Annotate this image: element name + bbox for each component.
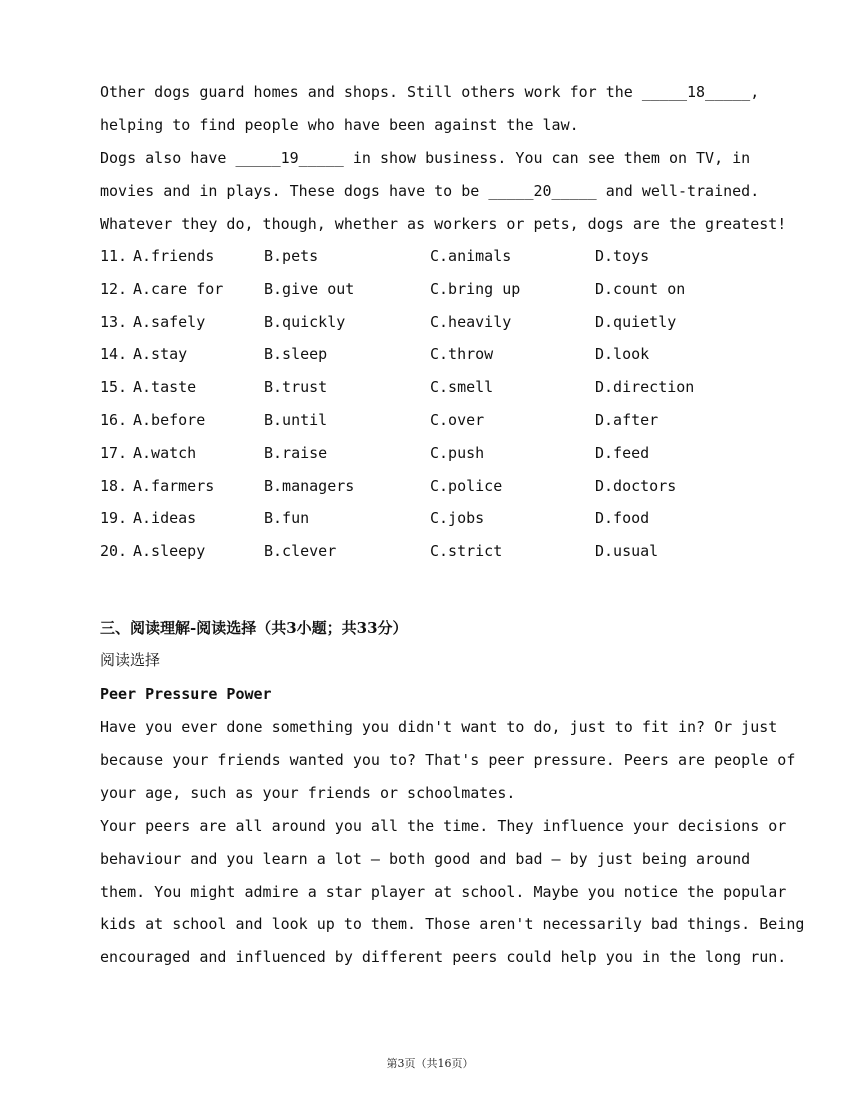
option-b: B.quickly bbox=[264, 312, 346, 331]
option-d: D.doctors bbox=[595, 476, 677, 495]
option-row bbox=[100, 443, 800, 463]
passage-line: movies and in plays. These dogs have to be _____20_____ and well-trained. bbox=[100, 182, 760, 200]
reading-line: encouraged and influenced by different peers could help you in the long run. bbox=[100, 948, 787, 966]
option-d: D.quietly bbox=[595, 312, 677, 331]
passage-line: helping to find people who have been against the law. bbox=[100, 116, 579, 134]
question-number: 11. bbox=[100, 247, 128, 265]
option-d: D.count on bbox=[595, 279, 686, 298]
option-c: C.throw bbox=[430, 345, 494, 364]
question-number: 17. bbox=[100, 443, 128, 462]
reading-title: Peer Pressure Power bbox=[100, 685, 272, 703]
option-c: C.over bbox=[430, 411, 485, 429]
option-a: A.stay bbox=[133, 345, 188, 364]
reading-line: Your peers are all around you all the time. They influence your decisions or bbox=[100, 817, 787, 835]
option-a: A.watch bbox=[133, 443, 197, 462]
option-b: B.sleep bbox=[264, 345, 328, 364]
question-number: 18. bbox=[100, 476, 128, 495]
option-b: B.clever bbox=[264, 542, 337, 561]
option-c: C.strict bbox=[430, 542, 503, 561]
option-a: A.friends bbox=[133, 247, 215, 265]
option-c: C.heavily bbox=[430, 312, 512, 331]
option-row bbox=[100, 279, 800, 299]
option-a: A.taste bbox=[133, 378, 197, 397]
section-heading: 三、阅读理解-阅读选择（共3小题；共33分） bbox=[100, 619, 408, 637]
option-row bbox=[100, 541, 800, 561]
question-number: 16. bbox=[100, 411, 128, 429]
question-number: 14. bbox=[100, 345, 128, 364]
option-d: D.look bbox=[595, 345, 650, 364]
option-c: C.bring up bbox=[430, 279, 521, 298]
question-number: 20. bbox=[100, 542, 128, 561]
option-b: B.trust bbox=[264, 378, 328, 397]
option-row bbox=[100, 476, 800, 496]
option-a: A.care for bbox=[133, 279, 224, 298]
reading-line: Have you ever done something you didn't want to do, just to fit in? Or just bbox=[100, 718, 778, 736]
option-row bbox=[100, 508, 800, 528]
option-a: A.ideas bbox=[133, 509, 197, 528]
option-b: B.fun bbox=[264, 509, 310, 528]
question-number: 15. bbox=[100, 378, 128, 397]
option-b: B.pets bbox=[264, 247, 319, 265]
option-b: B.until bbox=[264, 411, 328, 429]
reading-line: kids at school and look up to them. Those aren't necessarily bad things. Being bbox=[100, 915, 805, 933]
question-number: 13. bbox=[100, 312, 128, 331]
reading-line: because your friends wanted you to? That's peer pressure. Peers are people of bbox=[100, 751, 796, 769]
option-a: A.farmers bbox=[133, 476, 215, 495]
option-b: B.managers bbox=[264, 476, 355, 495]
option-a: A.sleepy bbox=[133, 542, 206, 561]
option-row bbox=[100, 410, 800, 430]
option-row bbox=[100, 246, 800, 266]
option-b: B.raise bbox=[264, 443, 328, 462]
option-d: D.toys bbox=[595, 247, 650, 265]
option-row bbox=[100, 377, 800, 397]
option-row bbox=[100, 344, 800, 364]
option-c: C.jobs bbox=[430, 509, 485, 528]
option-d: D.after bbox=[595, 411, 659, 429]
page-footer: 第3页（共16页） bbox=[386, 1057, 474, 1070]
passage-line: Dogs also have _____19_____ in show business. You can see them on TV, in bbox=[100, 149, 751, 167]
passage-line: Whatever they do, though, whether as workers or pets, dogs are the greatest! bbox=[100, 215, 787, 233]
question-number: 19. bbox=[100, 509, 128, 528]
option-c: C.animals bbox=[430, 247, 512, 265]
option-b: B.give out bbox=[264, 279, 355, 298]
option-a: A.safely bbox=[133, 312, 206, 331]
option-c: C.push bbox=[430, 443, 485, 462]
question-number: 12. bbox=[100, 279, 128, 298]
reading-line: your age, such as your friends or schoolmates. bbox=[100, 784, 516, 802]
option-d: D.usual bbox=[595, 542, 659, 561]
option-d: D.feed bbox=[595, 443, 650, 462]
passage-line: Other dogs guard homes and shops. Still others work for the _____18_____, bbox=[100, 83, 760, 101]
option-a: A.before bbox=[133, 411, 206, 429]
option-d: D.direction bbox=[595, 378, 695, 397]
reading-line: them. You might admire a star player at school. Maybe you notice the popular bbox=[100, 883, 787, 901]
reading-line: behaviour and you learn a lot – both good and bad – by just being around bbox=[100, 850, 751, 868]
option-c: C.smell bbox=[430, 378, 494, 397]
option-row bbox=[100, 312, 800, 332]
option-c: C.police bbox=[430, 476, 503, 495]
section-subheading: 阅读选择 bbox=[100, 651, 161, 669]
option-d: D.food bbox=[595, 509, 650, 528]
